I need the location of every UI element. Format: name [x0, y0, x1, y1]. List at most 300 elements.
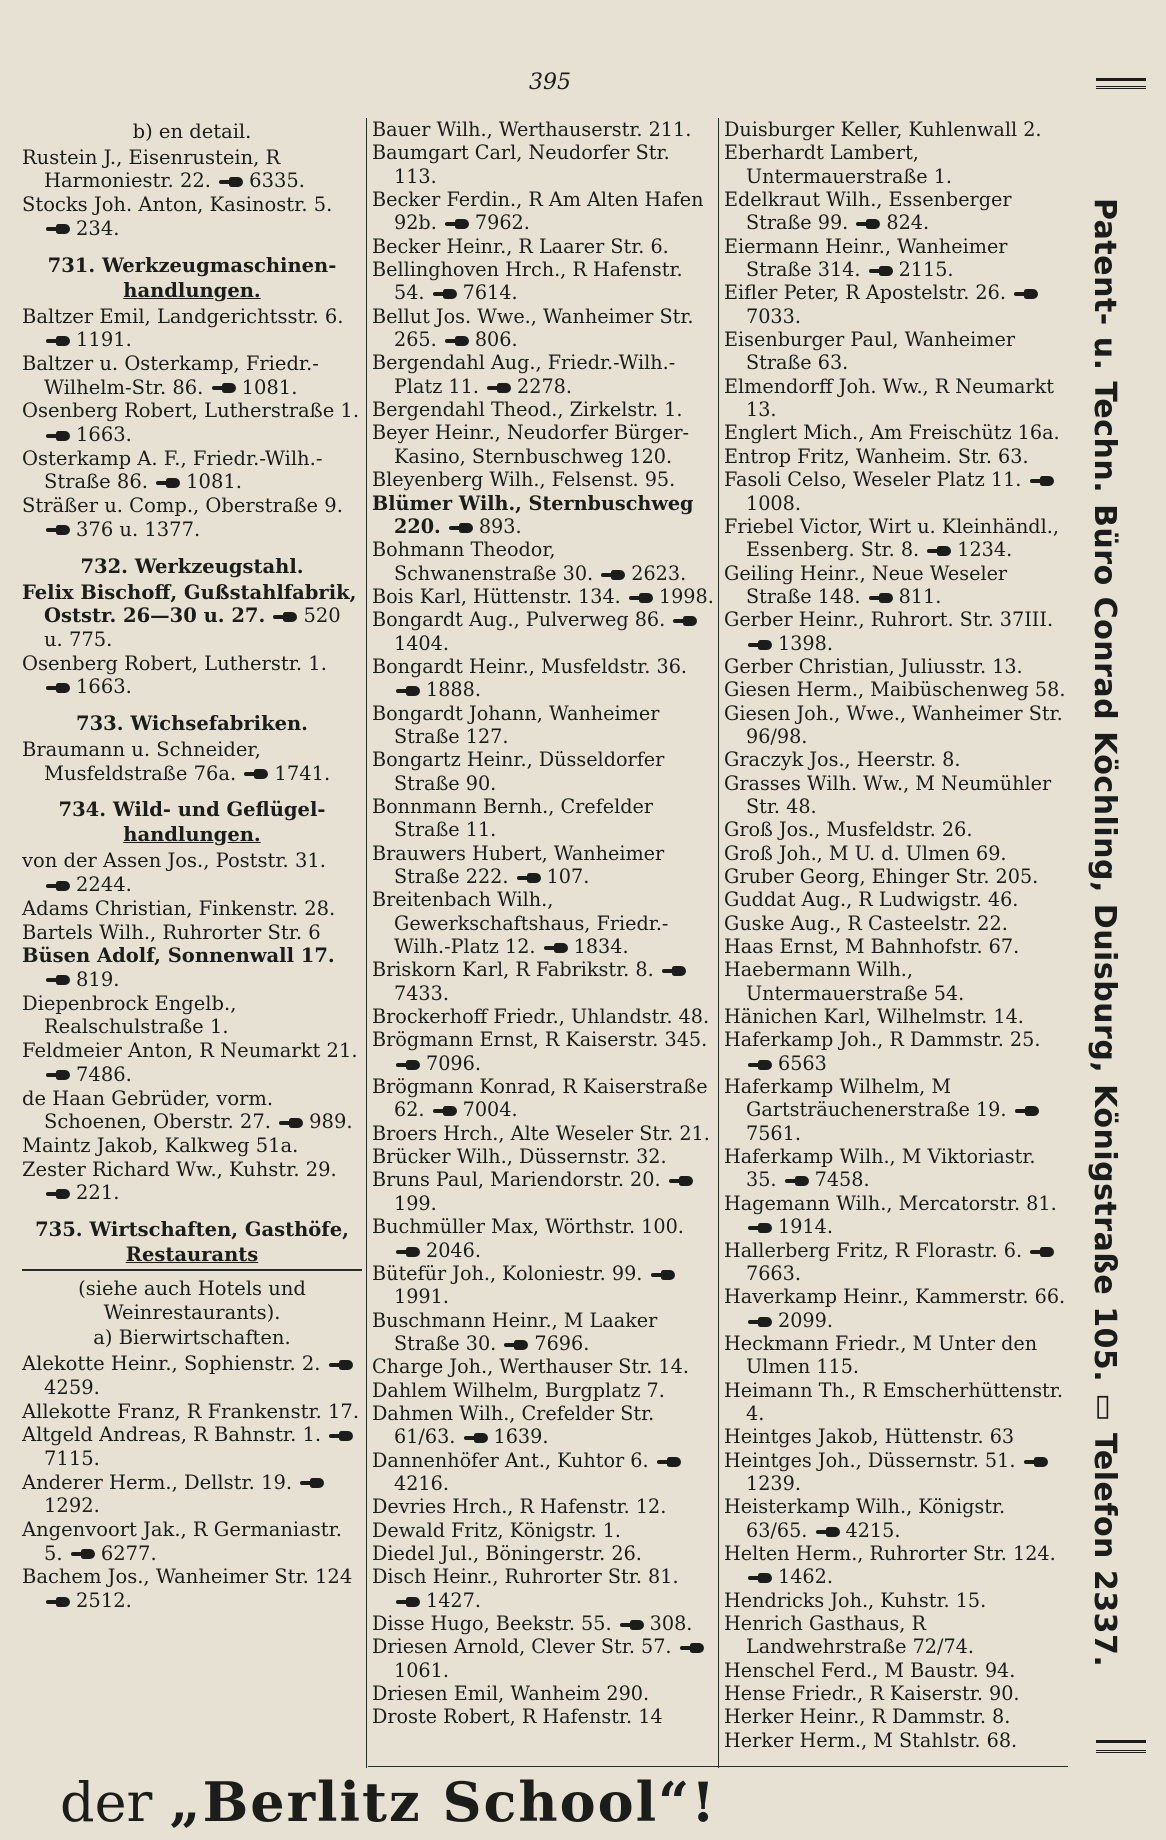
entry-name: Disse Hugo, Beekstr. 55. [372, 1612, 612, 1635]
section-heading-line: 733. Wichsefabriken. [76, 712, 308, 736]
telephone-icon [816, 1527, 842, 1537]
directory-entry [372, 351, 714, 398]
entry-phone: 1834. [573, 935, 629, 959]
entry-phone: 7962. [474, 211, 530, 235]
column-middle [372, 118, 714, 1729]
directory-entry [22, 1039, 362, 1086]
directory-entry [22, 352, 362, 399]
entry-name: Gerber Heinr., Ruhrort. Str. 37III. [724, 608, 1054, 632]
directory-entry [724, 842, 1070, 865]
entry-name: Becker Ferdin., R Am Alten Hafen 92b. [372, 188, 704, 235]
section-heading-line: 732. Werkzeugstahl. [80, 554, 304, 578]
entry-phone: 7486. [76, 1062, 132, 1086]
sidebar-rule [1096, 78, 1146, 81]
column-divider [366, 118, 367, 1768]
entry-name: Sträßer u. Comp., Oberstraße 9. [22, 494, 343, 518]
entry-name: Entrop Fritz, Wanheim. Str. 63. [724, 444, 1029, 468]
telephone-icon [244, 769, 270, 779]
directory-entry [372, 1542, 714, 1565]
telephone-icon [869, 266, 895, 276]
telephone-icon [680, 1643, 706, 1653]
entry-name: Brögmann Ernst, R Kaiserstr. 345. [372, 1028, 708, 1052]
entry-phone: 811. [898, 584, 942, 608]
directory-entry [724, 1145, 1070, 1192]
telephone-icon [651, 1270, 677, 1280]
entry-phone: 7458. [814, 1168, 870, 1192]
directory-entry [724, 1075, 1070, 1145]
entry-phone: 1081. [241, 375, 298, 399]
entry-name: Gruber Georg, Ehinger Str. 205. [724, 865, 1039, 888]
directory-entry [22, 944, 362, 991]
directory-entry [724, 118, 1070, 141]
telephone-icon [433, 1106, 459, 1116]
entry-phone: 7561. [746, 1121, 801, 1145]
telephone-icon [156, 478, 182, 488]
directory-entry [372, 795, 714, 842]
entry-phone: 376 u. 1377. [76, 517, 201, 541]
directory-entry [22, 1352, 362, 1399]
entry-phone: 1998. [658, 584, 714, 608]
telephone-icon [46, 431, 72, 441]
entry-phone: 234. [76, 216, 120, 240]
entry-phone: 2244. [76, 873, 132, 897]
entry-name: Bergendahl Theod., Zirkelstr. 1. [372, 398, 683, 422]
directory-entry [22, 1423, 362, 1470]
section-heading-line: 735. Wirtschaften, Gasthöfe, [35, 1218, 349, 1242]
directory-entry [22, 992, 362, 1039]
entry-phone: 1914. [778, 1215, 833, 1239]
entry-phone: 819. [76, 967, 120, 991]
entry-name: Brockerhoff Friedr., Uhlandstr. 48. [372, 1005, 710, 1029]
directory-entry [22, 1565, 362, 1612]
entry-name: Bongardt Aug., Pulverweg 86. [372, 608, 666, 632]
telephone-icon [212, 383, 238, 393]
telephone-icon [785, 1176, 811, 1186]
entry-phone: 1081. [186, 470, 242, 494]
entry-name: Bellinghoven Hrch., R Hafenstr. 54. [372, 258, 683, 305]
directory-entry [724, 608, 1070, 655]
entry-phone: 824. [886, 211, 930, 235]
entry-name: Henschel Ferd., M Baustr. 94. [724, 1658, 1016, 1682]
entry-phone: 1639. [493, 1425, 549, 1449]
directory-entry [724, 1192, 1070, 1239]
telephone-icon [329, 1360, 355, 1370]
entry-name: Baumgart Carl, Neudorfer Str. 113. [372, 141, 670, 188]
entry-name: Droste Robert, R Hafenstr. 14 [372, 1705, 663, 1729]
directory-entry [724, 1589, 1070, 1612]
directory-entry [22, 652, 362, 699]
directory-entry [22, 1518, 362, 1565]
directory-entry [372, 585, 714, 608]
entry-phone: 2623. [631, 561, 687, 585]
directory-entry [22, 146, 362, 193]
telephone-icon [601, 570, 627, 580]
directory-entry [724, 468, 1070, 515]
entry-phone: 1234. [957, 538, 1013, 562]
entry-phone: 4259. [44, 1375, 100, 1399]
telephone-icon [329, 1431, 355, 1441]
directory-entry [372, 655, 714, 702]
entry-phone: 7004. [462, 1098, 518, 1122]
directory-entry [724, 1332, 1070, 1379]
entry-name: Edelkraut Wilh., Essenberger Straße 99. [724, 188, 1012, 235]
entry-name: Guddat Aug., R Ludwigstr. 46. [724, 888, 1019, 912]
telephone-icon [1015, 1106, 1041, 1116]
directory-entry [724, 141, 1070, 188]
directory-entry [724, 865, 1070, 888]
entry-name: Dewald Fritz, Königstr. 1. [372, 1518, 622, 1542]
entry-name: Adams Christian, Finkenstr. 28. [22, 896, 336, 920]
telephone-icon [1014, 289, 1040, 299]
entry-name: Bois Karl, Hüttenstr. 134. [372, 584, 621, 608]
directory-entry [724, 1682, 1070, 1705]
entry-name: Bruns Paul, Mariendorstr. 20. [372, 1168, 661, 1192]
directory-entry [372, 1565, 714, 1612]
directory-entry [724, 1659, 1070, 1682]
entry-name: Allekotte Franz, R Frankenstr. 17. [22, 1399, 360, 1423]
entry-name: Heisterkamp Wilh., Königstr. 63/65. [724, 1495, 1006, 1542]
entry-phone: 1061. [394, 1658, 449, 1682]
entry-phone: 1663. [76, 675, 132, 699]
telephone-icon [869, 593, 895, 603]
entry-phone: 199. [394, 1191, 437, 1215]
column-left [22, 118, 362, 1613]
entry-phone: 806. [474, 328, 518, 352]
entry-name: Eberhardt Lambert, Untermauerstraße 1. [724, 141, 953, 188]
entry-name: von der Assen Jos., Poststr. 31. [22, 849, 326, 873]
entry-name: Gerber Christian, Juliusstr. 13. [724, 654, 1023, 678]
entry-name: Bellut Jos. Wwe., Wanheimer Str. 265. [372, 304, 694, 352]
entry-name: Groß Joh., M U. d. Ulmen 69. [724, 841, 1007, 865]
directory-entry [372, 235, 714, 258]
entry-phone: 1991. [394, 1285, 449, 1309]
directory-entry [724, 655, 1070, 678]
entry-phone: 2115. [898, 258, 954, 282]
entry-name: Devries Hrch., R Hafenstr. 12. [372, 1495, 667, 1519]
entry-name: Herker Heinr., R Dammstr. 8. [724, 1705, 1011, 1729]
directory-entry [372, 1309, 714, 1356]
directory-entry [724, 1285, 1070, 1332]
directory-entry [22, 193, 362, 240]
entry-name: Hendricks Joh., Kuhstr. 15. [724, 1588, 987, 1612]
entry-name: Braumann u. Schneider, Musfeldstraße 76a. [22, 738, 261, 785]
telephone-icon [46, 683, 72, 693]
directory-entry [372, 1262, 714, 1309]
entry-name: Baltzer Emil, Landgerichtsstr. 6. [22, 304, 344, 328]
entry-name: Brücker Wilh., Düssernstr. 32. [372, 1145, 667, 1169]
entry-name: Friebel Victor, Wirt u. Kleinhändl., Essenberg. Str. 8. [724, 514, 1059, 562]
directory-entry [372, 1122, 714, 1145]
entry-phone: 7614. [462, 281, 518, 305]
sidebar-ad-text: Patent- u. Techn. Büro Conrad Köchling, Duisburg, Königstraße 105. ▭ Telefon 2337. [1087, 198, 1122, 1668]
directory-entry [22, 738, 362, 785]
entry-phone: 1427. [426, 1588, 481, 1612]
directory-entry [372, 1402, 714, 1449]
directory-entry [372, 608, 714, 655]
directory-entry [372, 188, 714, 235]
entry-name: Driesen Emil, Wanheim 290. [372, 1682, 650, 1706]
telephone-icon [445, 336, 471, 346]
directory-entry [372, 492, 714, 539]
entry-name: Bongardt Johann, Wanheimer Straße 127. [372, 701, 660, 748]
entry-name: Giesen Joh., Wwe., Wanheimer Str. 96/98. [724, 701, 1063, 748]
entry-name: Broers Hrch., Alte Weseler Str. 21. [372, 1121, 710, 1145]
column-right [724, 118, 1070, 1752]
directory-entry [724, 912, 1070, 935]
entry-phone: 1398. [778, 631, 833, 655]
directory-entry [372, 958, 714, 1005]
entry-phone: 7433. [394, 981, 449, 1005]
entry-name: Elmendorff Joh. Ww., R Neumarkt 13. [724, 374, 1054, 422]
directory-entry [724, 235, 1070, 282]
entry-phone: 1663. [76, 423, 132, 447]
telephone-icon [433, 289, 459, 299]
directory-entry [372, 1145, 714, 1168]
directory-entry [724, 328, 1070, 375]
entry-name: Eifler Peter, R Apostelstr. 26. [724, 281, 1006, 305]
telephone-icon [219, 177, 245, 187]
directory-entry [22, 494, 362, 541]
entry-name: Osterkamp A. F., Friedr.-Wilh.-Straße 86. [22, 446, 323, 494]
entry-name: Briskorn Karl, R Fabrikstr. 8. [372, 958, 654, 982]
entry-name: Hallerberg Fritz, R Florastr. 6. [724, 1238, 1023, 1262]
entry-name: Geiling Heinr., Neue Weseler Straße 148. [724, 561, 1008, 608]
subsection-heading: b) en detail. [132, 120, 252, 143]
directory-entry [22, 305, 362, 352]
directory-entry [724, 935, 1070, 958]
entry-name: Henrich Gasthaus, R Landwehrstraße 72/74. [724, 1612, 974, 1659]
entry-name: Haverkamp Heinr., Kammerstr. 66. [724, 1285, 1066, 1309]
directory-entry [372, 468, 714, 491]
directory-entry [372, 421, 714, 468]
entry-name: Becker Heinr., R Laarer Str. 6. [372, 234, 669, 258]
entry-name: Groß Jos., Musfeldstr. 26. [724, 818, 973, 842]
telephone-icon [396, 686, 422, 696]
directory-entry [724, 562, 1070, 609]
entry-name: Charge Joh., Werthauser Str. 14. [372, 1355, 689, 1379]
entry-name: Anderer Herm., Dellstr. 19. [22, 1470, 293, 1494]
telephone-icon [445, 219, 471, 229]
entry-name: Buchmüller Max, Wörthstr. 100. [372, 1215, 684, 1239]
entry-phone: 4215. [845, 1518, 901, 1542]
sidebar-rule [1096, 1740, 1146, 1743]
telephone-icon [396, 1060, 422, 1070]
entry-name: Grasses Wilh. Ww., M Neumühler Str. 48. [724, 771, 1052, 818]
entry-phone: 1462. [778, 1565, 833, 1589]
entry-phone: 1191. [76, 328, 132, 352]
subsection-heading: a) Bierwirtschaften. [93, 1326, 291, 1350]
entry-phone: 1404. [394, 631, 449, 655]
entry-name: Blümer Wilh., Sternbuschweg 220. [372, 491, 694, 538]
entry-name: Herker Herm., M Stahlstr. 68. [724, 1728, 1018, 1752]
directory-entry [22, 849, 362, 896]
footer-ad-text: „Berlitz School“! [169, 1770, 717, 1834]
entry-name: Hagemann Wilh., Mercatorstr. 81. [724, 1191, 1057, 1215]
telephone-icon [517, 873, 543, 883]
entry-name: Bongartz Heinr., Düsseldorfer Straße 90. [372, 748, 665, 795]
directory-entry [22, 1471, 362, 1518]
entry-phone: 308. [649, 1612, 693, 1635]
entry-name: Fasoli Celso, Weseler Platz 11. [724, 468, 1022, 492]
directory-entry [724, 1449, 1070, 1496]
telephone-icon [1030, 1247, 1056, 1257]
telephone-icon [673, 616, 699, 626]
entry-phone: 7033. [746, 304, 801, 328]
entry-name: Eiermann Heinr., Wanheimer Straße 314. [724, 234, 1008, 282]
directory-entry [372, 1028, 714, 1075]
telephone-icon [669, 1176, 695, 1186]
directory-entry [724, 375, 1070, 422]
directory-entry [372, 888, 714, 958]
entry-phone: 2512. [76, 1589, 132, 1613]
entry-phone: 1008. [746, 491, 801, 515]
footer-advertisement [60, 1770, 717, 1834]
entry-phone: 520 u. 775. [44, 604, 341, 651]
directory-entry [724, 888, 1070, 911]
entry-name: Felix Bischoff, Gußstahlfabrik, Oststr. 26—30 u. 27. [22, 580, 357, 628]
entry-name: Baltzer u. Osterkamp, Friedr.-Wilhelm-Str. 86. [22, 351, 319, 399]
entry-phone: 2046. [426, 1238, 481, 1262]
entry-phone: 6335. [249, 169, 305, 193]
entry-name: Beyer Heinr., Neudorfer Bürger-Kasino, Sternbuschweg 120. [372, 421, 690, 468]
entry-name: Haferkamp Wilhelm, M Gartsträuchenerstraße 19. [724, 1075, 1007, 1122]
telephone-icon [273, 612, 299, 622]
directory-entry [724, 958, 1070, 1005]
bottom-rule [368, 1766, 1068, 1767]
entry-name: Heckmann Friedr., M Unter den Ulmen 115. [724, 1331, 1038, 1379]
entry-name: Bonnmann Bernh., Crefelder Straße 11. [372, 794, 654, 842]
entry-name: Hense Friedr., R Kaiserstr. 90. [724, 1682, 1020, 1706]
directory-entry [22, 897, 362, 921]
entry-name: Brauwers Hubert, Wanheimer Straße 222. [372, 841, 665, 888]
directory-entry [372, 842, 714, 889]
telephone-icon [927, 546, 953, 556]
entry-name: Duisburger Keller, Kuhlenwall 2. [724, 118, 1042, 141]
directory-entry [372, 1215, 714, 1262]
entry-name: Englert Mich., Am Freischütz 16a. [724, 421, 1060, 445]
entry-phone: 4216. [394, 1471, 449, 1495]
entry-phone: 2099. [778, 1308, 833, 1332]
entry-name: Guske Aug., R Casteelstr. 22. [724, 911, 1008, 935]
section-heading [22, 797, 362, 847]
telephone-icon [544, 943, 570, 953]
telephone-icon [1024, 1457, 1050, 1467]
entry-name: Haebermann Wilh., Untermauerstraße 54. [724, 958, 965, 1005]
entry-name: Breitenbach Wilh., Gewerkschaftshaus, Friedr.-Wilh.-Platz 12. [372, 888, 669, 959]
telephone-icon [748, 1223, 774, 1233]
telephone-icon [300, 1478, 326, 1488]
section-heading-line: 734. Wild- und Geflügel- [58, 798, 326, 822]
section-heading-line: handlungen. [123, 823, 261, 847]
directory-entry [724, 1425, 1070, 1448]
entry-phone: 1888. [426, 678, 481, 702]
telephone-icon [46, 336, 72, 346]
entry-name: Haferkamp Joh., R Dammstr. 25. [724, 1028, 1041, 1052]
telephone-icon [748, 1573, 774, 1583]
directory-entry [724, 281, 1070, 328]
directory-entry [22, 399, 362, 446]
entry-phone: 1741. [274, 761, 331, 785]
directory-entry [372, 398, 714, 421]
directory-entry [372, 305, 714, 352]
directory-entry [724, 1495, 1070, 1542]
column-divider [718, 118, 719, 1768]
section-heading-line: handlungen. [123, 278, 261, 302]
directory-entry [372, 1495, 714, 1518]
entry-name: Diepenbrock Engelb., Realschulstraße 1. [22, 991, 237, 1039]
telephone-icon [396, 1247, 422, 1257]
directory-entry [22, 921, 362, 945]
entry-name: Bachem Jos., Wanheimer Str. 124 [22, 1565, 353, 1589]
directory-entry [372, 1379, 714, 1402]
directory-entry [724, 748, 1070, 771]
directory-entry [372, 1635, 714, 1682]
entry-phone: 1292. [44, 1494, 100, 1518]
entry-name: Bartels Wilh., Ruhrorter Str. 6 [22, 920, 321, 944]
entry-phone: 989. [309, 1110, 353, 1134]
directory-entry [724, 678, 1070, 701]
telephone-icon [46, 1070, 72, 1080]
section-heading-line: 731. Werkzeugmaschinen- [47, 253, 337, 277]
directory-entry [724, 1239, 1070, 1286]
entry-name: Bongardt Heinr., Musfeldstr. 36. [372, 654, 687, 678]
directory-entry [372, 118, 714, 141]
directory-entry [724, 188, 1070, 235]
directory-entry [724, 1028, 1070, 1075]
entry-name: Osenberg Robert, Lutherstraße 1. [22, 399, 360, 423]
telephone-icon [748, 640, 774, 650]
entry-name: Disch Heinr., Ruhrorter Str. 81. [372, 1565, 679, 1589]
directory-entry [724, 1729, 1070, 1752]
entry-name: Graczyk Jos., Heerstr. 8. [724, 748, 961, 772]
entry-name: Büsen Adolf, Sonnenwall 17. [22, 944, 335, 968]
directory-entry [22, 447, 362, 494]
entry-name: Angenvoort Jak., R Germaniastr. 5. [22, 1518, 343, 1565]
entry-name: Bohmann Theodor, Schwanenstraße 30. [372, 538, 594, 585]
directory-entry [22, 1087, 362, 1134]
telephone-icon [46, 881, 72, 891]
entry-name: Osenberg Robert, Lutherstr. 1. [22, 651, 327, 675]
entry-name: Haas Ernst, M Bahnhofstr. 67. [724, 935, 1020, 959]
entry-phone: 7096. [426, 1051, 481, 1075]
directory-entry [22, 1400, 362, 1424]
section-heading [22, 1217, 362, 1271]
entry-name: Altgeld Andreas, R Bahnstr. 1. [22, 1423, 322, 1447]
telephone-icon [46, 1597, 72, 1607]
directory-entry [372, 538, 714, 585]
directory-entry [724, 702, 1070, 749]
entry-name: Maintz Jakob, Kalkweg 51a. [22, 1133, 299, 1157]
directory-entry [372, 1168, 714, 1215]
directory-entry [724, 445, 1070, 468]
entry-phone: 7696. [534, 1331, 590, 1355]
entry-name: Rustein J., Eisenrustein, R Harmoniestr. 22. [22, 145, 281, 193]
entry-name: Helten Herm., Ruhrorter Str. 124. [724, 1541, 1056, 1565]
directory-entry [22, 581, 362, 652]
telephone-icon [464, 1433, 490, 1443]
entry-phone: 1239. [746, 1471, 801, 1495]
entry-name: Stocks Joh. Anton, Kasinostr. 5. [22, 193, 333, 217]
directory-entry [372, 1682, 714, 1705]
directory-entry [724, 772, 1070, 819]
section-heading [22, 253, 362, 303]
entry-phone: 6563 [778, 1051, 827, 1075]
entry-name: Dannenhöfer Ant., Kuhtor 6. [372, 1448, 649, 1472]
entry-name: Heintges Jakob, Hüttenstr. 63 [724, 1425, 1015, 1449]
entry-name: Dahlem Wilhelm, Burgplatz 7. [372, 1378, 665, 1402]
directory-entry [724, 1612, 1070, 1659]
telephone-icon [856, 219, 882, 229]
